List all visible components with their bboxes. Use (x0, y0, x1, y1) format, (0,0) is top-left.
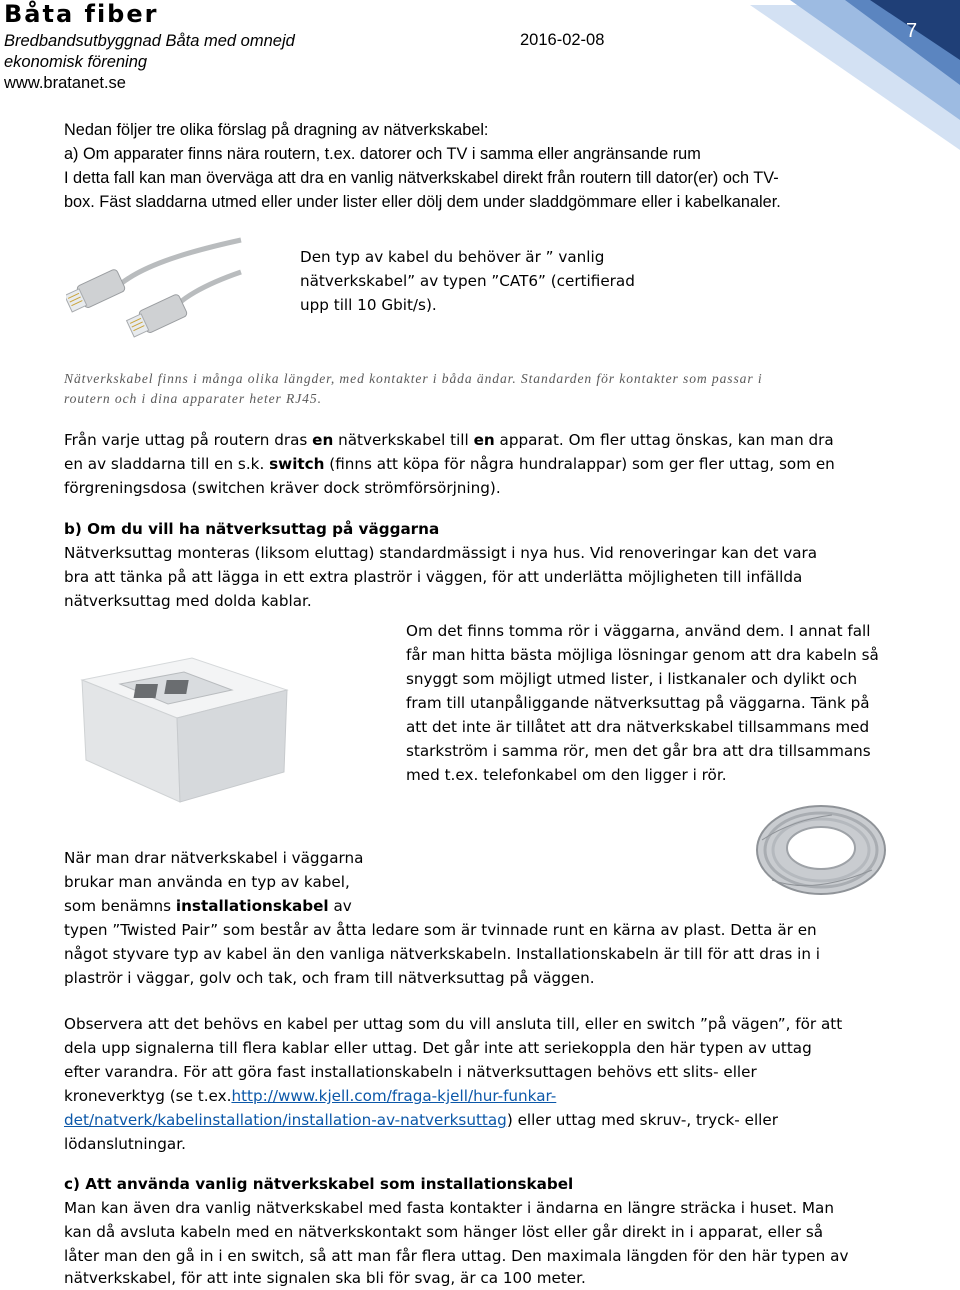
heading-a: a) Om apparater finns nära routern, t.ex. datorer och TV i samma eller angränsande rum (64, 145, 701, 163)
network-cable-image (66, 232, 244, 350)
install-line-2: brukar man använda en typ av kabel, (64, 873, 350, 891)
section-b-line-1: Nätverksuttag monteras (liksom eluttag) standardmässigt i nya hus. Vid renoveringar kan det vara (64, 544, 818, 562)
image-caption-line-2: routern och i dina apparater heter RJ45. (64, 391, 322, 406)
kjell-link-part-2[interactable]: det/natverk/kabelinstallation/installation-av-natverksuttag (64, 1111, 507, 1129)
page-corner-decoration (750, 0, 960, 150)
page-number: 7 (906, 20, 918, 42)
section-b-line-3: nätverksuttag med dolda kablar. (64, 592, 312, 610)
section-b-line-2: bra att tänka på att lägga in ett extra plaströr i väggen, för att underlätta möjligheten till infällda (64, 568, 803, 586)
observe-line-5: det/natverk/kabelinstallation/installation-av-natverksuttag) eller uttag med skruv-, tryck- eller (64, 1111, 778, 1129)
intro-line: Nedan följer tre olika förslag på dragning av nätverkskabel: (64, 121, 489, 139)
installation-cable-coil-image (752, 800, 890, 900)
side-para-line-4: fram till utanpåliggande nätverksuttag på väggarna. Tänk på (406, 694, 870, 712)
section-c-line-4: nätverkskabel, för att inte signalen ska bli för svag, är ca 100 meter. (64, 1269, 586, 1287)
router-para-line-3: förgreningsdosa (switchen kräver dock strömförsörjning). (64, 479, 501, 497)
observe-line-2: dela upp signalerna till flera kablar eller uttag. Det går inte att seriekoppla den här typen av uttag (64, 1039, 812, 1057)
observe-line-1: Observera att det behövs en kabel per uttag som du vill ansluta till, eller en switch ”på vägen”, för att (64, 1015, 843, 1033)
install-line-3: som benämns installationskabel av (64, 897, 352, 915)
side-para-line-7: med t.ex. telefonkabel om den ligger i rör. (406, 766, 727, 784)
side-para-line-2: får man hitta bästa möjliga lösningar genom att dra kabeln så (406, 646, 879, 664)
router-para-line-1: Från varje uttag på routern dras en nätverkskabel till en apparat. Om fler uttag önskas, kan man dra (64, 431, 834, 449)
header-website: www.bratanet.se (4, 74, 126, 92)
side-para-line-6: starkström i samma rör, men det går bra att dra tillsammans (406, 742, 871, 760)
kjell-link-part-1[interactable]: http://www.kjell.com/fraga-kjell/hur-funkar- (231, 1087, 557, 1105)
install-line-1: När man drar nätverkskabel i väggarna (64, 849, 364, 867)
header-subtitle: Bredbandsutbyggnad Båta med omnejd (4, 32, 295, 50)
side-para-line-3: snyggt som möjligt utmed lister, i listkanaler och dylikt och (406, 670, 858, 688)
image-caption-line-1: Nätverkskabel finns i många olika längder, med kontakter i båda ändar. Standarden för kontakter som passar i (64, 371, 763, 386)
para-a-line-2: box. Fäst sladdarna utmed eller under lister eller dölj dem under sladdgömmare eller i kabelkanaler. (64, 193, 781, 211)
observe-line-3: efter varandra. För att göra fast installationskabeln i nätverksuttagen behövs ett slits- eller (64, 1063, 757, 1081)
side-para-line-1: Om det finns tomma rör i väggarna, använd dem. I annat fall (406, 622, 871, 640)
section-c-line-2: kan då avsluta kabeln med en nätverkskontakt som hänger löst eller går direkt in i apparat, eller så (64, 1223, 824, 1241)
router-para-line-2: en av sladdarna till en s.k. switch (finns att köpa för några hundralappar) som ger fler uttag, som en (64, 455, 835, 473)
heading-c: c) Att använda vanlig nätverkskabel som installationskabel (64, 1175, 574, 1193)
para-a-line-1: I detta fall kan man överväga att dra en vanlig nätverkskabel direkt från routern till dator(er) och TV- (64, 169, 779, 187)
install-line-5: något styvare typ av kabel än den vanliga nätverkskabeln. Installationskabeln är till för att dras in i (64, 945, 821, 963)
install-line-6: plaströr i väggar, golv och tak, och fram till nätverksuttag på väggen. (64, 969, 595, 987)
header-organization: ekonomisk förening (4, 53, 148, 71)
document-title: Båta fiber (4, 0, 159, 28)
side-para-line-5: att det inte är tillåtet att dra nätverkskabel tillsammans med (406, 718, 870, 736)
header-date: 2016-02-08 (520, 31, 605, 49)
install-line-4: typen ”Twisted Pair” som består av åtta ledare som är tvinnade runt en kärna av plast. Detta är en (64, 921, 817, 939)
cable-type-line-1: Den typ av kabel du behöver är ” vanlig (300, 248, 605, 266)
observe-line-4: kroneverktyg (se t.ex.http://www.kjell.com/fraga-kjell/hur-funkar- (64, 1087, 557, 1105)
heading-b: b) Om du vill ha nätverksuttag på väggarna (64, 520, 440, 538)
network-wall-socket-image (72, 650, 294, 810)
section-c-line-1: Man kan även dra vanlig nätverkskabel med fasta kontakter i ändarna en längre sträcka i huset. Man (64, 1199, 834, 1217)
cable-type-line-2: nätverkskabel” av typen ”CAT6” (certifierad (300, 272, 635, 290)
cable-type-line-3: upp till 10 Gbit/s). (300, 296, 437, 314)
observe-line-6: lödanslutningar. (64, 1135, 186, 1153)
section-c-line-3: låter man den gå in i en switch, så att man får flera uttag. Den maximala längden för den här typen av (64, 1247, 849, 1265)
